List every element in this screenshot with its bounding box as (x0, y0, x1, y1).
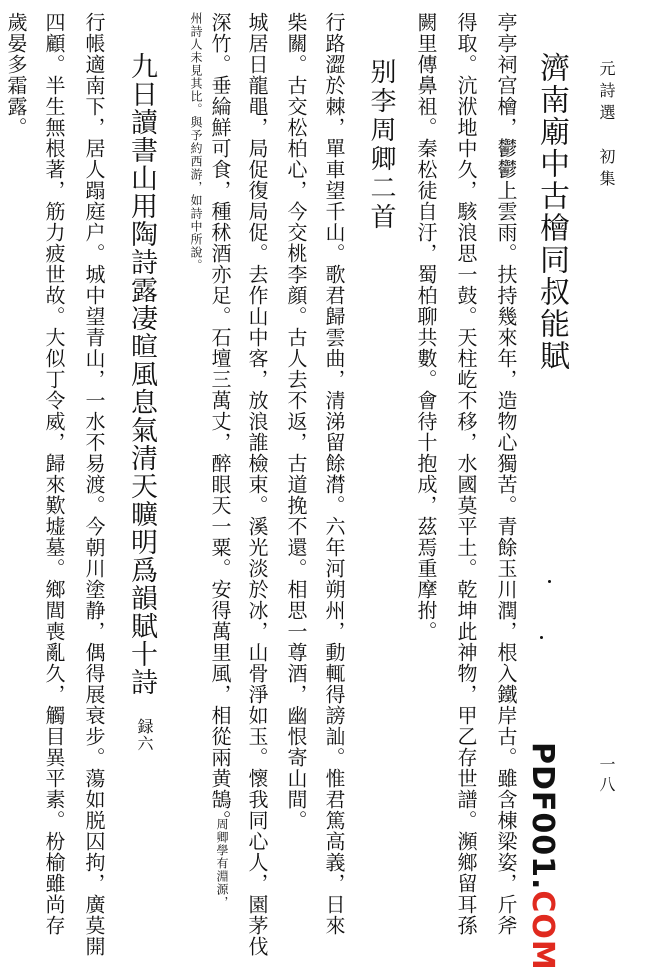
poem-2-line-2: 柴關。古交松柏心，今交桃李顔。古人去不返，古道挽不還。相思一尊酒，幽恨寄山間。 (284, 12, 308, 831)
poem-3-line-3: 歲晏多霜露。 (4, 12, 28, 138)
poem-2-inline-note: 周卿學有淵源， (215, 818, 229, 909)
poem-title-1: 濟南廟中古檜同叔能賦 (534, 52, 569, 372)
print-speck (540, 636, 543, 639)
poem-2-note: 州詩人未見其比。與予約西游，如詩中所說。 (189, 12, 203, 272)
poem-3-title-note: 録六 (135, 718, 154, 752)
print-speck (548, 580, 551, 583)
watermark-dark-text: PDF001. (525, 742, 560, 891)
poem-2-line-4: 深竹。垂綸鮮可食，種秫酒亦足。石壇三萬丈，醉眼天一粟。安得萬里風，相從兩黄鵠。 (208, 12, 232, 831)
page-number: 一八 (597, 756, 616, 796)
poem-2-line-1: 行路澀於棘，單車望千山。歌君歸雲曲，清涕留餘潸。六年河朔州，動輒得謗訕。惟君篤高義，日來 (322, 12, 346, 936)
poem-1-line-2: 得取。沆洑地中久，駭浪思一鼓。天柱屹不移，水國莫平土。乾坤此神物，甲乙存世譜。瀕鄉留耳孫 (454, 12, 478, 936)
poem-3-line-1: 行帳適南下，居人蹋庭户。城中望青山，一水不易渡。今朝川塗静，偶得展衰步。蕩如脱囚拘，廣莫開 (82, 12, 106, 957)
poem-2-line-3: 城居日龍黽，局促復局促。去作山中客，放浪誰檢束。溪光淡於冰，山骨淨如玉。懷我同心人，園茅伐 (245, 12, 269, 957)
watermark-red-text: COM (525, 890, 560, 971)
poem-title-2: 别李周卿二首 (366, 58, 396, 232)
book-title-header: 元詩選 初集 (597, 60, 616, 192)
poem-title-3: 九日讀書山用陶詩露凄暄風息氣清天曠明爲韻賦十詩 (126, 52, 157, 696)
poem-3-line-2: 四顧。半生無根著，筋力疲世故。大似丁令威，歸來歎墟墓。鄉閭喪亂久，觸目異平素。枌榆雖尚存 (42, 12, 66, 936)
poem-1-line-3: 闕里傳鼻祖。秦松徒自汙，蜀柏聊共數。會待十抱成，茲焉重摩拊。 (414, 12, 438, 642)
poem-1-line-1: 亭亭祠宫檜，鬱鬱上雲雨。扶持幾來年，造物心獨苦。青餘玉川潤，根入鐵岸古。雖含棟梁姿，斤斧 (494, 12, 518, 936)
watermark (520, 742, 560, 971)
